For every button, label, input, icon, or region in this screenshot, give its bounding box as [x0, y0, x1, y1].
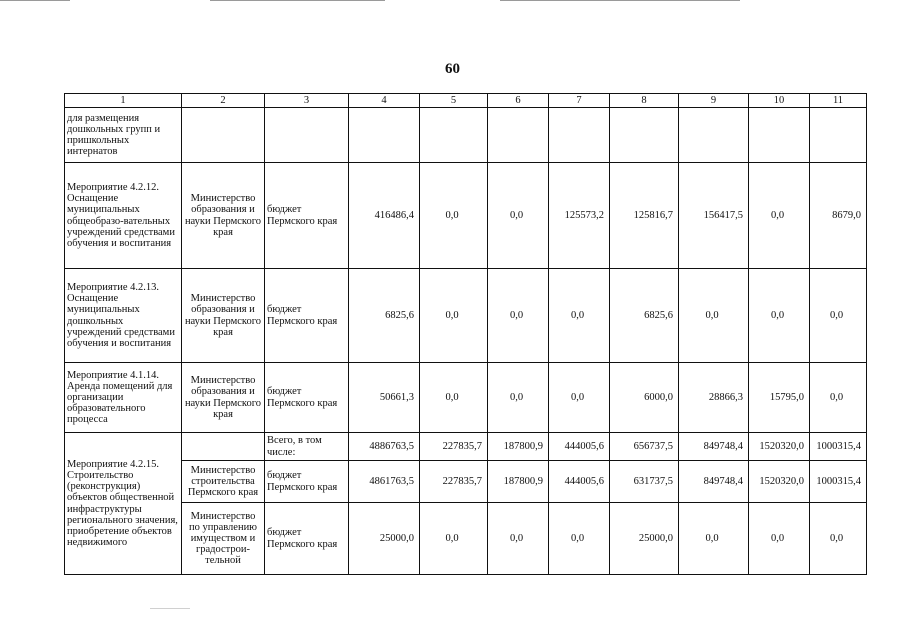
header-cell: 3 [265, 94, 349, 108]
activity-name: Мероприятие 4.2.15. Строительство (реконструкция) объектов общественной инфраструктуры регионального значения, приобретение объектов недвижимого [65, 433, 182, 575]
value-cell: 0,0 [810, 269, 867, 363]
value-cell: 25000,0 [610, 503, 679, 575]
value-cell: 0,0 [810, 363, 867, 433]
value-cell: 849748,4 [679, 433, 749, 461]
activity-name: для размещения дошкольных групп и пришкольных интернатов [65, 108, 182, 163]
table-row [65, 269, 867, 363]
top-rule-left [0, 0, 70, 1]
value-cell: 156417,5 [679, 163, 749, 269]
value-cell: 227835,7 [420, 433, 488, 461]
activity-name: Мероприятие 4.2.13. Оснащение муниципальных дошкольных учреждений средствами обучения и воспитания [65, 269, 182, 363]
value-cell: 15795,0 [749, 363, 810, 433]
value-cell: 0,0 [679, 503, 749, 575]
value-cell: 50661,3 [349, 363, 420, 433]
table-header-row [65, 94, 867, 108]
value-cell: 631737,5 [610, 461, 679, 503]
value-cell: 0,0 [549, 503, 610, 575]
value-cell: 0,0 [749, 503, 810, 575]
table-row [65, 503, 867, 575]
funding-source-cell: бюджет Пермского края [265, 163, 349, 269]
value-cell: 444005,6 [549, 461, 610, 503]
header-cell: 7 [549, 94, 610, 108]
header-cell: 2 [182, 94, 265, 108]
header-cell: 4 [349, 94, 420, 108]
value-cell: 0,0 [679, 269, 749, 363]
executor-cell: Министерство образования и науки Пермского края [182, 363, 265, 433]
funding-source-cell: Всего, в том числе: [265, 433, 349, 461]
value-cell: 444005,6 [549, 433, 610, 461]
header-cell: 8 [610, 94, 679, 108]
value-cell: 28866,3 [679, 363, 749, 433]
value-cell: 0,0 [488, 363, 549, 433]
activity-name: Мероприятие 4.1.14. Аренда помещений для организации образовательного процесса [65, 363, 182, 433]
table-row [65, 363, 867, 433]
value-cell: 0,0 [420, 269, 488, 363]
value-cell: 1000315,4 [810, 433, 867, 461]
value-cell: 187800,9 [488, 433, 549, 461]
value-cell: 6825,6 [610, 269, 679, 363]
value-cell: 849748,4 [679, 461, 749, 503]
value-cell: 0,0 [549, 269, 610, 363]
value-cell: 0,0 [810, 503, 867, 575]
value-cell: 4886763,5 [349, 433, 420, 461]
value-cell: 4861763,5 [349, 461, 420, 503]
header-cell: 6 [488, 94, 549, 108]
value-cell: 25000,0 [349, 503, 420, 575]
value-cell: 1520320,0 [749, 433, 810, 461]
value-cell: 8679,0 [810, 163, 867, 269]
value-cell: 0,0 [488, 163, 549, 269]
top-rule-mid [210, 0, 385, 1]
executor-cell [182, 433, 265, 461]
value-cell: 227835,7 [420, 461, 488, 503]
header-cell: 1 [65, 94, 182, 108]
executor-cell: Министерство образования и науки Пермского края [182, 163, 265, 269]
funding-source-cell: бюджет Пермского края [265, 363, 349, 433]
top-rule-right [500, 0, 740, 1]
table-row [65, 108, 867, 163]
header-cell: 11 [810, 94, 867, 108]
value-cell: 0,0 [488, 269, 549, 363]
value-cell: 125816,7 [610, 163, 679, 269]
executor-cell: Министерство образования и науки Пермского края [182, 269, 265, 363]
funding-source-cell: бюджет Пермского края [265, 461, 349, 503]
executor-cell: Министерство по управлению имуществом и градострои-тельной [182, 503, 265, 575]
value-cell: 1520320,0 [749, 461, 810, 503]
header-cell: 5 [420, 94, 488, 108]
value-cell: 6000,0 [610, 363, 679, 433]
budget-table [64, 93, 867, 575]
value-cell: 125573,2 [549, 163, 610, 269]
value-cell: 1000315,4 [810, 461, 867, 503]
value-cell: 0,0 [488, 503, 549, 575]
value-cell: 656737,5 [610, 433, 679, 461]
value-cell: 6825,6 [349, 269, 420, 363]
funding-source-cell: бюджет Пермского края [265, 503, 349, 575]
table-row [65, 461, 867, 503]
value-cell: 0,0 [420, 503, 488, 575]
executor-cell: Министерство строительства Пермского края [182, 461, 265, 503]
activity-name: Мероприятие 4.2.12. Оснащение муниципальных общеобразо-вательных учреждений средствами обучения и воспитания [65, 163, 182, 269]
page-number: 60 [445, 61, 460, 77]
funding-source-cell: бюджет Пермского края [265, 269, 349, 363]
header-cell: 10 [749, 94, 810, 108]
scan-mark [150, 608, 190, 609]
header-cell: 9 [679, 94, 749, 108]
value-cell: 0,0 [549, 363, 610, 433]
value-cell: 187800,9 [488, 461, 549, 503]
value-cell: 0,0 [749, 163, 810, 269]
table-row [65, 163, 867, 269]
value-cell: 0,0 [749, 269, 810, 363]
value-cell: 0,0 [420, 363, 488, 433]
table-row [65, 433, 867, 461]
value-cell: 416486,4 [349, 163, 420, 269]
value-cell: 0,0 [420, 163, 488, 269]
